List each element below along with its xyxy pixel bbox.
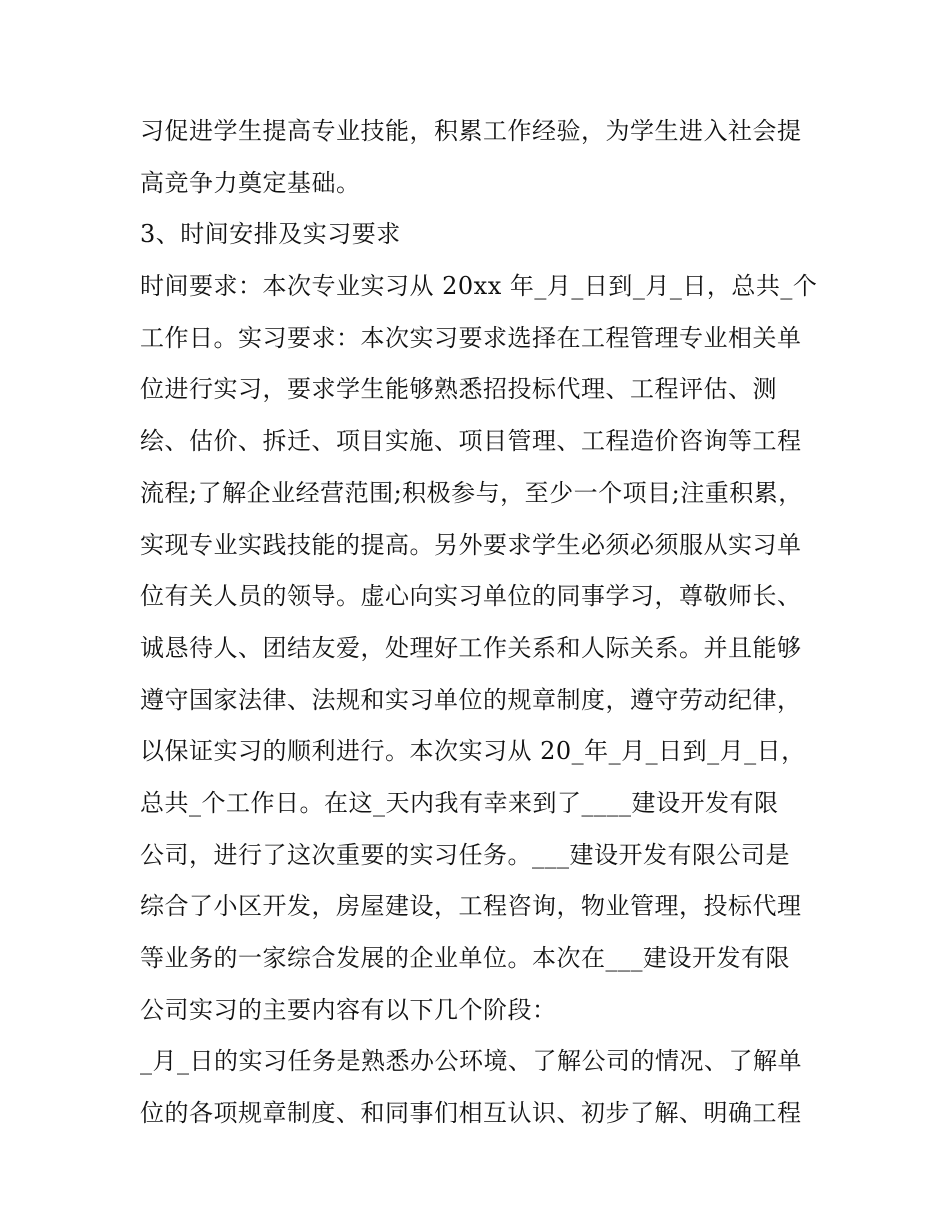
text-line: 位有关人员的领导。虚心向实习单位的同事学习，尊敬师长、 <box>140 582 802 611</box>
text-line: 总共_个工作日。在这_天内我有幸来到了____建设开发有限 <box>140 788 779 817</box>
text-line: 以保证实习的顺利进行。本次实习从 20_年_月_日到_月_日， <box>140 737 806 766</box>
text-line: 习促进学生提高专业技能，积累工作经验，为学生进入社会提 <box>140 117 802 145</box>
text-line: 综合了小区开发，房屋建设，工程咨询，物业管理，投标代理 <box>140 892 802 921</box>
text-line: _月_日的实习任务是熟悉办公环境、了解公司的情况、了解单 <box>140 1047 802 1076</box>
text-line: 公司，进行了这次重要的实习任务。___建设开发有限公司是 <box>140 840 790 869</box>
text-line: 实现专业实践技能的提高。另外要求学生必须必须服从实习单 <box>140 530 802 559</box>
section-heading: 3、时间安排及实习要求 <box>140 220 401 249</box>
text-line: 诚恳待人、团结友爱，处理好工作关系和人际关系。并且能够 <box>140 633 802 662</box>
text-line: 遵守国家法律、法规和实习单位的规章制度，遵守劳动纪律， <box>140 685 802 714</box>
text-line: 工作日。实习要求：本次实习要求选择在工程管理专业相关单 <box>140 323 802 352</box>
text-line: 公司实习的主要内容有以下几个阶段： <box>140 995 557 1024</box>
text-line: 位进行实习，要求学生能够熟悉招投标代理、工程评估、测 <box>140 375 777 404</box>
text-line: 时间要求：本次专业实习从 20xx 年_月_日到_月_日，总共_个 <box>140 272 818 301</box>
text-line: 高竞争力奠定基础。 <box>140 168 361 197</box>
text-line: 绘、估价、拆迁、项目实施、项目管理、工程造价咨询等工程 <box>140 427 802 456</box>
body-text <box>140 106 820 1140</box>
text-line: 流程;了解企业经营范围;积极参与，至少一个项目;注重积累， <box>140 478 803 507</box>
text-line: 等业务的一家综合发展的企业单位。本次在___建设开发有限 <box>140 944 790 972</box>
text-line: 位的各项规章制度、和同事们相互认识、初步了解、明确工程 <box>140 1099 802 1128</box>
